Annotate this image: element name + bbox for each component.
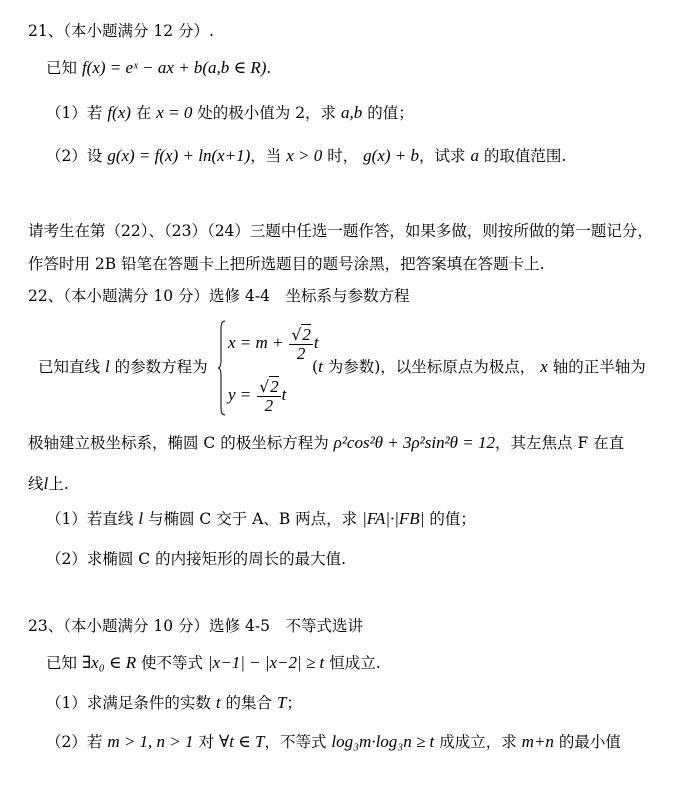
q22-header: 22、（本小题满分 10 分）选修 4-4 坐标系与参数方程 bbox=[28, 287, 410, 305]
equation-y: y = $\frac{√2}{2}$ t bbox=[228, 377, 287, 415]
q22-given-left: 已知直线 l 的参数方程为 bbox=[38, 357, 208, 376]
q22-line-l: 线l上. bbox=[28, 474, 69, 493]
instructions-line-1: 请考生在第（22）、（23）（24）三题中任选一题作答，如果多做，则按所做的第一题记分， bbox=[28, 222, 653, 240]
q21-header: 21、（本小题满分 12 分）. bbox=[28, 22, 214, 40]
q21-given-formula: f(x) = eˣ − ax + b(a,b ∈ R) bbox=[81, 58, 267, 77]
equation-x: x = m + $\frac{√2}{2}$ t bbox=[228, 325, 319, 363]
q21-part2: （2）设 g(x) = f(x) + ln(x+1)，当 x > 0 时， g(x) + b，试求 a 的取值范围. bbox=[46, 146, 567, 165]
q22-polar: 极轴建立极坐标系，椭圆 C 的极坐标方程为 ρ²cos²θ + 3ρ²sin²θ = 12，其左焦点 F 在直 bbox=[28, 433, 625, 452]
fraction-sqrt2-over-2: $\frac{√2}{2}$ bbox=[291, 325, 311, 363]
q23-part2: （2）若 m > 1, n > 1 对 ∀t ∈ T，不等式 log₃m·log₃n ≥ t 成成立，求 m+n 的最小值 bbox=[46, 732, 621, 751]
q23-part1: （1）求满足条件的实数 t 的集合 T； bbox=[46, 693, 302, 712]
fraction-sqrt2-over-2: $\frac{√2}{2}$ bbox=[259, 377, 279, 415]
q22-part2: （2）求椭圆 C 的内接矩形的周长的最大值. bbox=[46, 550, 347, 568]
q21-given: 已知 f(x) = eˣ − ax + b(a,b ∈ R). bbox=[46, 58, 272, 77]
polar-equation: ρ²cos²θ + 3ρ²sin²θ = 12 bbox=[333, 433, 496, 452]
left-brace-icon bbox=[218, 320, 226, 416]
q22-given-right: (t 为参数)，以坐标原点为极点， x 轴的正半轴为 bbox=[312, 357, 646, 376]
q23-header: 23、（本小题满分 10 分）选修 4-5 不等式选讲 bbox=[28, 617, 363, 635]
q21-part1: （1）若 f(x) 在 x = 0 处的极小值为 2，求 a,b 的值； bbox=[46, 103, 414, 122]
q23-given: 已知 ∃x₀ ∈ R 使不等式 |x−1| − |x−2| ≥ t 恒成立. bbox=[46, 653, 381, 672]
q22-part1: （1）若直线 l 与椭圆 C 交于 A、B 两点，求 |FA|·|FB| 的值； bbox=[46, 509, 476, 528]
instructions-line-2: 作答时用 2B 铅笔在答题卡上把所选题目的题号涂黑，把答案填在答题卡上. bbox=[28, 255, 545, 273]
parametric-equation-system bbox=[218, 320, 319, 416]
